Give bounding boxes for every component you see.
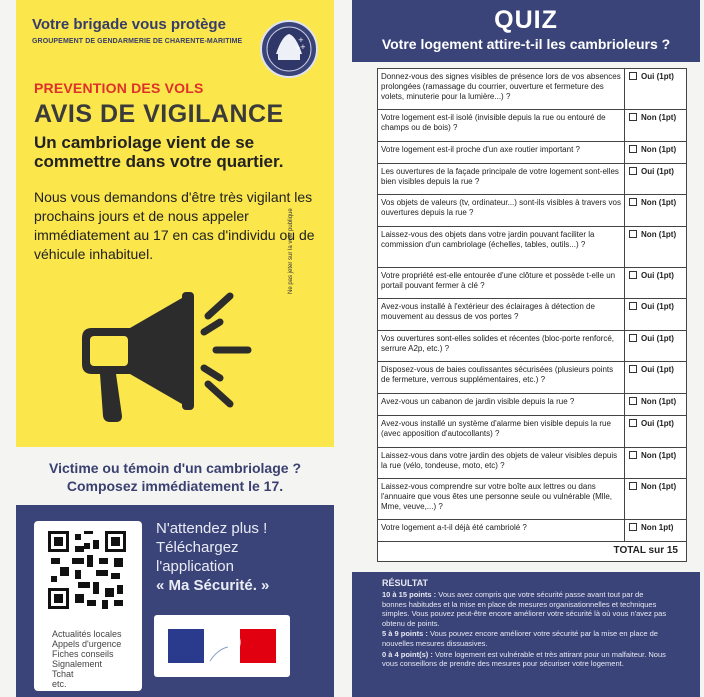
left-panel	[0, 0, 350, 697]
answer-label: Non (1pt)	[641, 113, 677, 122]
marianne-logo	[154, 615, 290, 677]
right-panel	[350, 0, 704, 697]
answer-label: Oui (1pt)	[641, 419, 674, 428]
feature-item: etc.	[52, 679, 67, 689]
app-cta	[156, 519, 326, 595]
answer-cell[interactable]	[625, 416, 687, 448]
emergency-callout	[16, 447, 334, 505]
checkbox-icon[interactable]	[629, 302, 637, 310]
gendarmerie-logo	[260, 20, 318, 78]
question-text: Les ouvertures de la façade principale de votre logement sont-elles bien visibles depuis la rue ?	[378, 164, 625, 195]
result-title: RÉSULTAT	[382, 578, 428, 588]
answer-cell[interactable]	[625, 268, 687, 299]
table-row	[378, 69, 687, 110]
answer-label: Non (1pt)	[641, 451, 677, 460]
result-item	[382, 629, 670, 648]
answer-label: Non (1pt)	[641, 198, 677, 207]
brand-subtitle: GROUPEMENT DE GENDARMERIE DE CHARENTE-MARITIME	[32, 38, 243, 45]
result-range: 5 à 9 points :	[382, 629, 428, 639]
checkbox-icon[interactable]	[629, 113, 637, 121]
question-text: Vos ouvertures sont-elles solides et récentes (bloc-porte renforcé, serrure A2p, etc.) ?	[378, 331, 625, 362]
question-text: Disposez-vous de baies coulissantes sécurisées (plusieurs points de fermeture, verrous supplémentaires, etc.) ?	[378, 362, 625, 394]
answer-cell[interactable]	[625, 69, 687, 110]
table-row	[378, 142, 687, 164]
table-row	[378, 164, 687, 195]
result-text: Vous avez compris que votre sécurité passe avant tout par de bonnes habitudes et la mise en place de mesures organisationnelles et techniques simples. Vous pouvez peut-être encore améliorer votre sécurité là où vous n'avez pas obtenu de points.	[382, 590, 667, 628]
answer-cell[interactable]	[625, 362, 687, 394]
answer-label: Non (1pt)	[641, 230, 677, 239]
answer-cell[interactable]	[625, 394, 687, 416]
checkbox-icon[interactable]	[629, 419, 637, 427]
checkbox-icon[interactable]	[629, 271, 637, 279]
prevention-label: PREVENTION DES VOLS	[34, 80, 204, 96]
litter-note: Ne pas jeter sur la voie publique	[288, 208, 294, 294]
feature-item: Tchat	[52, 669, 74, 679]
cta-line: l'application	[156, 558, 234, 575]
table-row	[378, 448, 687, 479]
total-label: TOTAL sur 15	[378, 542, 687, 562]
checkbox-icon[interactable]	[629, 145, 637, 153]
answer-cell[interactable]	[625, 448, 687, 479]
answer-cell[interactable]	[625, 142, 687, 164]
app-promo	[16, 505, 334, 697]
cta-app-name: « Ma Sécurité. »	[156, 577, 270, 594]
checkbox-icon[interactable]	[629, 365, 637, 373]
checkbox-icon[interactable]	[629, 167, 637, 175]
cta-line: Téléchargez	[156, 539, 239, 556]
answer-label: Non (1pt)	[641, 397, 677, 406]
answer-cell[interactable]	[625, 195, 687, 227]
answer-label: Oui (1pt)	[641, 271, 674, 280]
table-row	[378, 416, 687, 448]
qr-card	[34, 521, 142, 691]
table-row	[378, 394, 687, 416]
question-text: Vos objets de valeurs (tv, ordinateur...) sont-ils visibles à travers vos ouvertures depuis la rue ?	[378, 195, 625, 227]
question-text: Laissez-vous comprendre sur votre boîte aux lettres ou dans l'annuaire que vous êtes une personne seule ou vulnérable (Mlle, Mme, veuve,...) ?	[378, 479, 625, 520]
checkbox-icon[interactable]	[629, 482, 637, 490]
brand-header	[22, 12, 322, 52]
table-row	[378, 268, 687, 299]
result-text: Vous pouvez encore améliorer votre sécurité par la mise en place de nouvelles mesures dissuasives.	[382, 629, 658, 648]
quiz-subtitle: Votre logement attire-t-il les cambrioleurs ?	[381, 36, 671, 52]
answer-cell[interactable]	[625, 479, 687, 520]
megaphone-icon	[70, 276, 260, 426]
quiz-table	[377, 68, 687, 562]
answer-cell[interactable]	[625, 331, 687, 362]
question-text: Donnez-vous des signes visibles de présence lors de vos absences prolongées (ramassage du courrier, ouverture et fermeture des volets, minuterie pour la lumière...) ?	[378, 69, 625, 110]
qr-code	[48, 531, 126, 609]
feature-item: Appels d'urgence	[52, 639, 122, 649]
notice-message: Nous vous demandons d'être très vigilant les prochains jours et de nous appeler immédiatement au 17 en cas d'individu ou de véhicule inhabituel.	[34, 189, 315, 262]
table-row	[378, 299, 687, 331]
total-row	[378, 542, 687, 562]
quiz-title: QUIZ	[494, 6, 558, 34]
table-row	[378, 195, 687, 227]
checkbox-icon[interactable]	[629, 334, 637, 342]
question-text: Votre logement a-t-il déjà été cambriolé ?	[378, 520, 625, 542]
answer-label: Oui (1pt)	[641, 72, 674, 81]
feature-item: Signalement	[52, 659, 103, 669]
notice-subheading: Un cambriolage vient de se commettre dans votre quartier.	[34, 133, 284, 171]
emergency-line-2: Composez immédiatement le 17.	[66, 478, 284, 494]
question-text: Votre logement est-il isolé (invisible depuis la rue ou entouré de champs ou de bois) ?	[378, 110, 625, 142]
app-features	[52, 629, 140, 689]
table-row	[378, 110, 687, 142]
emergency-line-1: Victime ou témoin d'un cambriolage ?	[49, 460, 301, 476]
question-text: Avez-vous un cabanon de jardin visible depuis la rue ?	[378, 394, 625, 416]
result-range: 10 à 15 points :	[382, 590, 437, 599]
answer-label: Oui (1pt)	[641, 167, 674, 176]
result-range: 0 à 4 point(s) :	[382, 649, 433, 659]
checkbox-icon[interactable]	[629, 523, 637, 531]
checkbox-icon[interactable]	[629, 451, 637, 459]
brand-title: Votre brigade vous protège	[32, 16, 226, 33]
question-text: Votre propriété est-elle entourée d'une clôture et possède t-elle un portail pouvant fermer à clé ?	[378, 268, 625, 299]
checkbox-icon[interactable]	[629, 72, 637, 80]
answer-cell[interactable]	[625, 299, 687, 331]
table-row	[378, 362, 687, 394]
answer-cell[interactable]	[625, 110, 687, 142]
answer-label: Oui (1pt)	[641, 302, 674, 311]
answer-cell[interactable]	[625, 520, 687, 542]
feature-item: Fiches conseils	[52, 649, 114, 659]
answer-label: Non (1pt)	[641, 145, 677, 154]
result-item	[382, 650, 670, 669]
result-text: Votre logement est vulnérable et très attirant pour un malfaiteur. Nous vous conseillons de prendre des mesures pour sécuriser votre logement.	[382, 649, 666, 669]
result-item	[382, 590, 670, 628]
svg-text:+: +	[295, 44, 301, 52]
question-text: Avez-vous installé un système d'alarme bien visible depuis la rue (avec apposition d'autocollants) ?	[378, 416, 625, 448]
table-row	[378, 331, 687, 362]
feature-item: Actualités locales	[52, 629, 122, 639]
quiz-header	[352, 0, 700, 62]
table-row	[378, 520, 687, 542]
checkbox-icon[interactable]	[629, 198, 637, 206]
result-section	[352, 572, 700, 697]
answer-label: Oui (1pt)	[641, 365, 674, 374]
answer-label: Oui (1pt)	[641, 334, 674, 343]
question-text: Votre logement est-il proche d'un axe routier important ?	[378, 142, 625, 164]
question-text: Laissez-vous des objets dans votre jardin pouvant faciliter la commission d'un cambriolage (échelles, tables, outils...) ?	[378, 227, 625, 268]
table-row	[378, 227, 687, 268]
svg-text:+: +	[298, 36, 304, 44]
question-text: Avez-vous installé à l'extérieur des éclairages à détection de mouvement au dessus de vos portes ?	[378, 299, 625, 331]
notice-heading: AVIS DE VIGILANCE	[34, 100, 284, 128]
answer-cell[interactable]	[625, 227, 687, 268]
checkbox-icon[interactable]	[629, 397, 637, 405]
answer-cell[interactable]	[625, 164, 687, 195]
answer-label: Non 1pt)	[641, 523, 674, 532]
cta-line: N'attendez plus !	[156, 520, 268, 537]
checkbox-icon[interactable]	[629, 230, 637, 238]
question-text: Laissez-vous dans votre jardin des objets de valeur visibles depuis la rue (vélo, tondeuse, moto, etc) ?	[378, 448, 625, 479]
table-row	[378, 479, 687, 520]
answer-label: Non (1pt)	[641, 482, 677, 491]
svg-text:+: +	[300, 43, 306, 51]
